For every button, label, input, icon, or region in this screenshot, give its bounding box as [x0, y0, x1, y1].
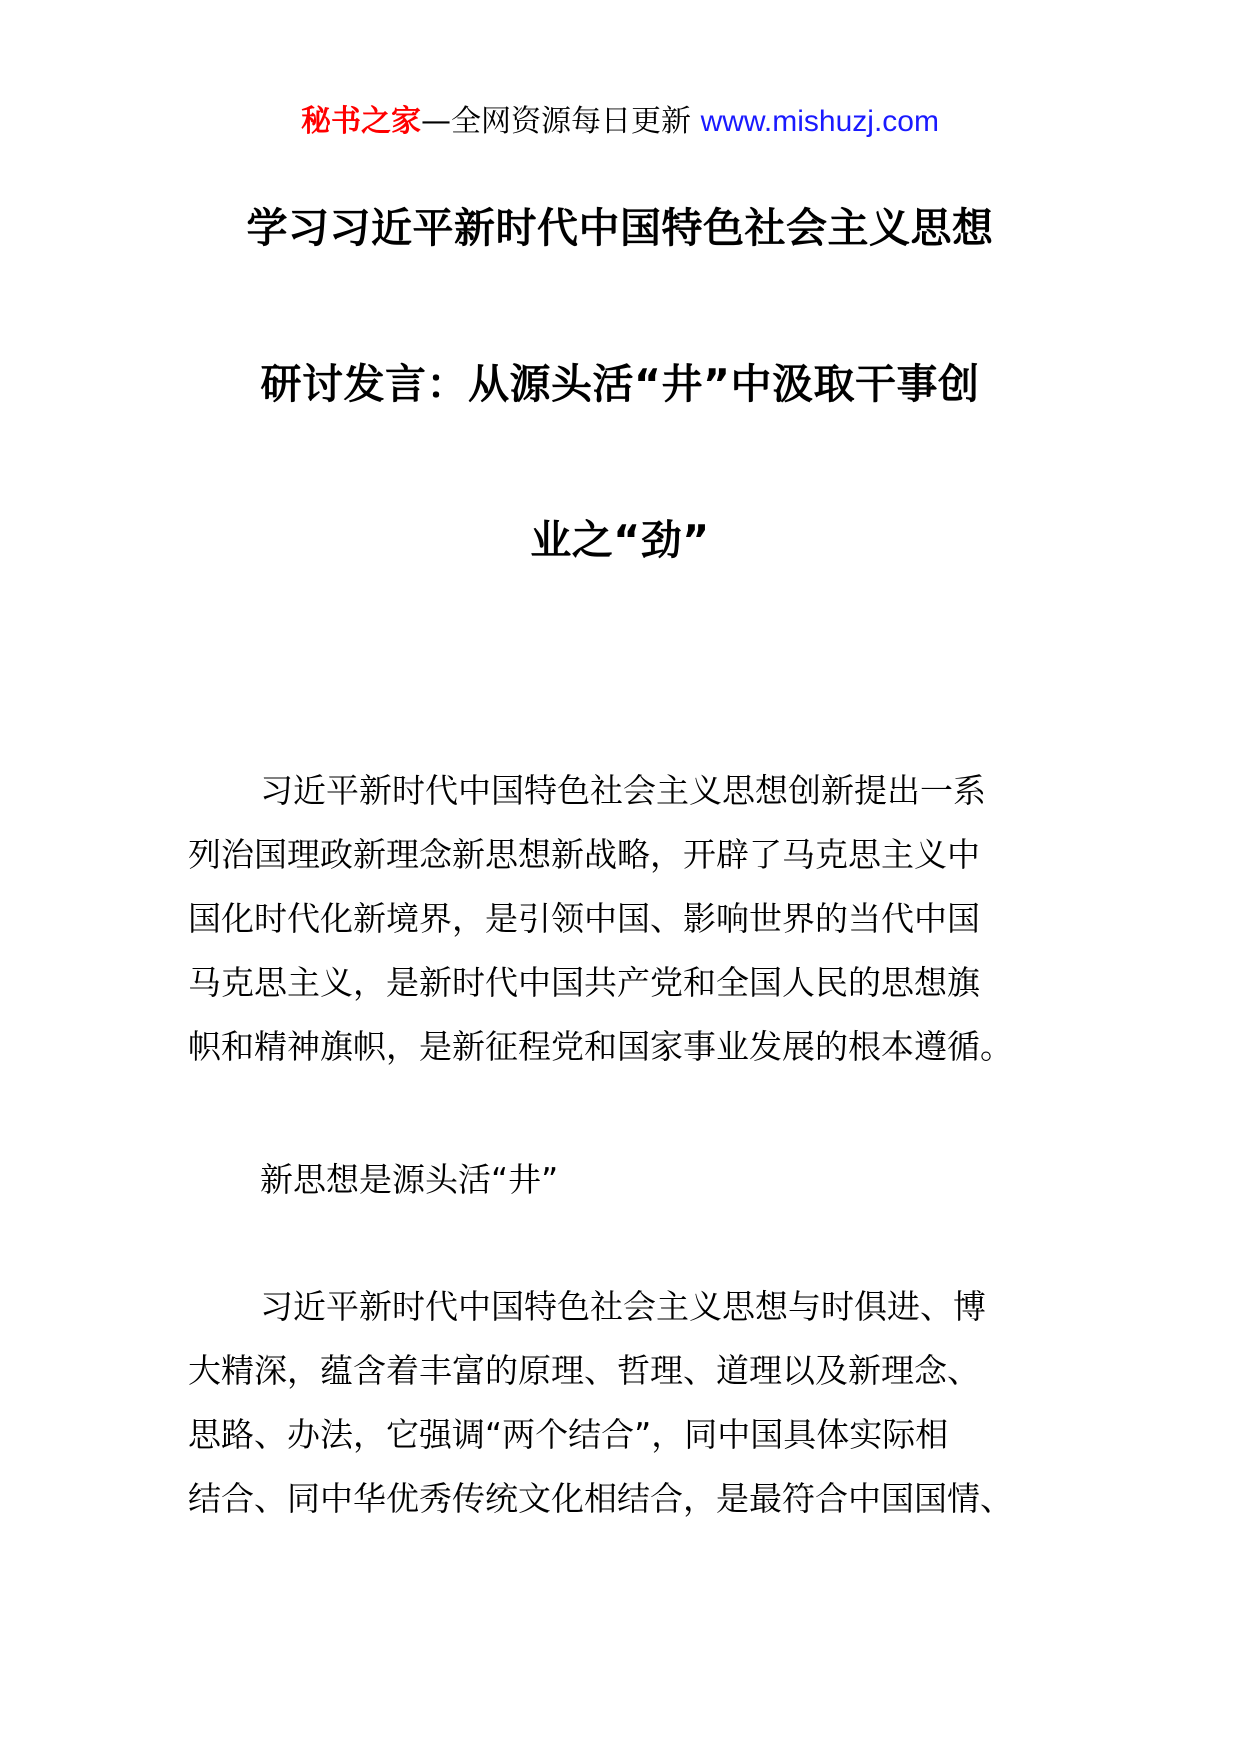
paragraph-body — [188, 1275, 1068, 1531]
document-title-line-1: 学习习近平新时代中国特色社会主义思想 — [246, 204, 994, 252]
header-tagline: —全网资源每日更新 — [421, 104, 692, 139]
paragraph-line: 结合、同中华优秀传统文化相结合，是最符合中国国情、 — [188, 1479, 1013, 1518]
section-heading-text: 新思想是源头活“井” — [260, 1160, 559, 1199]
paragraph-line: 帜和精神旗帜，是新征程党和国家事业发展的根本遵循。 — [188, 1027, 1013, 1066]
paragraph-line: 列治国理政新理念新思想新战略，开辟了马克思主义中 — [188, 835, 980, 874]
paragraph-line: 习近平新时代中国特色社会主义思想与时俱进、博 — [260, 1287, 986, 1326]
paragraph-line: 国化时代化新境界，是引领中国、影响世界的当代中国 — [188, 899, 980, 938]
paragraph-intro — [188, 759, 1068, 1079]
site-url-link[interactable]: www.mishuzj.com — [700, 105, 939, 138]
brand-name: 秘书之家 — [301, 104, 422, 139]
document-title-line-2: 研讨发言：从源头活“井”中汲取干事创 — [260, 360, 980, 408]
site-header — [0, 100, 1240, 144]
paragraph-line: 习近平新时代中国特色社会主义思想创新提出一系 — [260, 771, 986, 810]
section-heading — [188, 1148, 1068, 1212]
paragraph-line: 大精深，蕴含着丰富的原理、哲理、道理以及新理念、 — [188, 1351, 980, 1390]
document-title-line-3: 业之“劲” — [530, 516, 710, 564]
paragraph-line: 思路、办法，它强调“两个结合”，同中国具体实际相 — [188, 1415, 949, 1454]
paragraph-line: 马克思主义，是新时代中国共产党和全国人民的思想旗 — [188, 963, 980, 1002]
